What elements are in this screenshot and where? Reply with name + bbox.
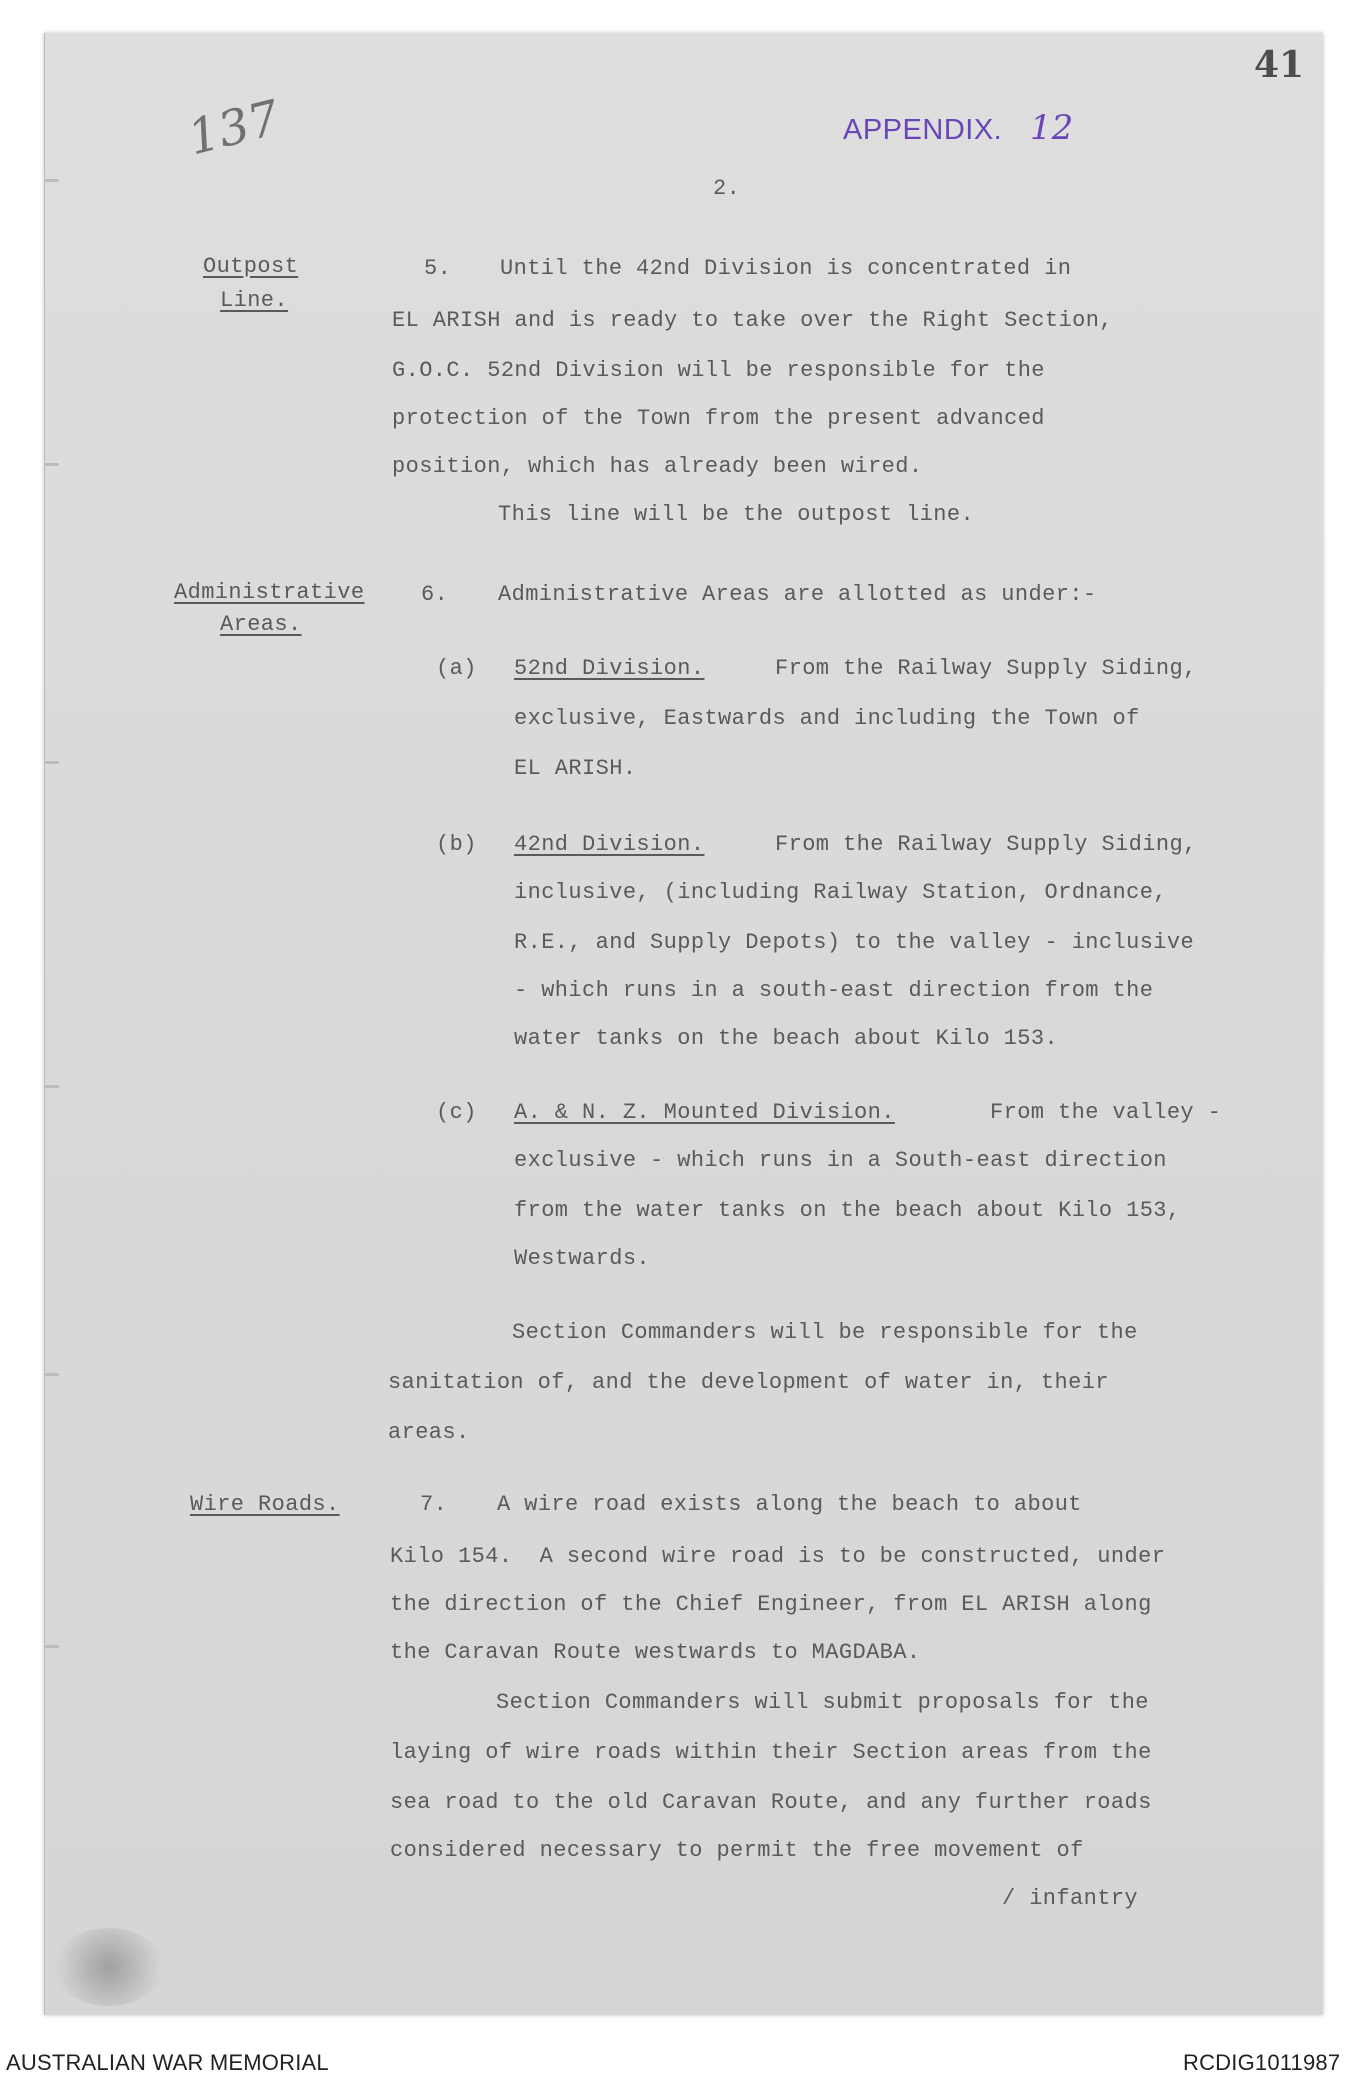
sub-item-title: 42nd Division. xyxy=(514,832,705,857)
margin-heading-areas: Areas. xyxy=(220,612,302,637)
handwritten-folio: 137 xyxy=(182,89,286,167)
sub-item-line: exclusive, Eastwards and including the Town of xyxy=(514,706,1140,731)
margin-heading-administrative: Administrative xyxy=(174,580,365,605)
sub-item-line: From the valley - xyxy=(990,1100,1222,1125)
ink-smudge xyxy=(54,1928,164,2006)
para-6-number: 6. xyxy=(421,582,449,607)
para-5-line: This line will be the outpost line. xyxy=(498,502,975,527)
sub-item-line: exclusive - which runs in a South-east direction xyxy=(514,1148,1167,1173)
sub-item-line: EL ARISH. xyxy=(514,756,637,781)
punch-mark xyxy=(45,1645,59,1648)
margin-heading-outpost-line: Line. xyxy=(220,288,289,313)
para-5-line: position, which has already been wired. xyxy=(392,454,923,479)
sub-item-marker: (c) xyxy=(436,1100,477,1125)
para-7-line: laying of wire roads within their Section areas from the xyxy=(390,1740,1152,1765)
para-5-line: protection of the Town from the present advanced xyxy=(392,406,1045,431)
sub-item-line: - which runs in a south-east direction from the xyxy=(514,978,1154,1003)
margin-heading-outpost: Outpost xyxy=(203,254,299,279)
para-6-closing-line: sanitation of, and the development of water in, their xyxy=(388,1370,1109,1395)
sub-item-line: water tanks on the beach about Kilo 153. xyxy=(514,1026,1059,1051)
sub-item-line: From the Railway Supply Siding, xyxy=(775,656,1197,681)
para-7-number: 7. xyxy=(420,1492,448,1517)
appendix-stamp: APPENDIX. xyxy=(843,114,1003,146)
para-6-closing-line: areas. xyxy=(388,1420,470,1445)
sub-item-line: inclusive, (including Railway Station, Ordnance, xyxy=(514,880,1167,905)
para-5-line: G.O.C. 52nd Division will be responsible for the xyxy=(392,358,1045,383)
para-7-line: considered necessary to permit the free movement of xyxy=(390,1838,1084,1863)
sub-item-marker: (b) xyxy=(436,832,477,857)
para-7-line: Kilo 154. A second wire road is to be constructed, under xyxy=(390,1544,1166,1569)
catchword: / infantry xyxy=(1002,1886,1139,1911)
sub-item-line: Westwards. xyxy=(514,1246,651,1271)
appendix-number: 12 xyxy=(1030,108,1074,148)
para-6-closing-line: Section Commanders will be responsible for the xyxy=(512,1320,1138,1345)
sub-item-line: from the water tanks on the beach about Kilo 153, xyxy=(514,1198,1181,1223)
sub-item-line: R.E., and Supply Depots) to the valley - inclusive xyxy=(514,930,1195,955)
sub-item-marker: (a) xyxy=(436,656,477,681)
footer-record-id: RCDIG1011987 xyxy=(1183,2050,1341,2075)
para-7-line: A wire road exists along the beach to about xyxy=(497,1492,1082,1517)
sub-item-line: From the Railway Supply Siding, xyxy=(775,832,1197,857)
para-6-intro: Administrative Areas are allotted as under:- xyxy=(498,582,1097,607)
para-5-number: 5. xyxy=(424,256,452,281)
punch-mark xyxy=(45,179,59,182)
para-7-line: Section Commanders will submit proposals for the xyxy=(496,1690,1149,1715)
sub-item-title: A. & N. Z. Mounted Division. xyxy=(514,1100,895,1125)
punch-mark xyxy=(45,761,59,764)
para-5-line: EL ARISH and is ready to take over the Right Section, xyxy=(392,308,1113,333)
punch-mark xyxy=(45,463,59,466)
sub-item-title: 52nd Division. xyxy=(514,656,705,681)
para-7-line: the Caravan Route westwards to MAGDABA. xyxy=(390,1640,921,1665)
punch-mark xyxy=(45,1085,59,1088)
page-number-stamp: 41 xyxy=(1254,44,1305,86)
sheet-page-number: 2. xyxy=(713,176,741,201)
punch-mark xyxy=(45,1373,59,1376)
margin-heading-wire-roads: Wire Roads. xyxy=(190,1492,340,1517)
para-5-line: Until the 42nd Division is concentrated in xyxy=(500,256,1072,281)
para-7-line: sea road to the old Caravan Route, and any further roads xyxy=(390,1790,1152,1815)
para-7-line: the direction of the Chief Engineer, from EL ARISH along xyxy=(390,1592,1152,1617)
footer-institution: AUSTRALIAN WAR MEMORIAL xyxy=(6,2050,329,2075)
